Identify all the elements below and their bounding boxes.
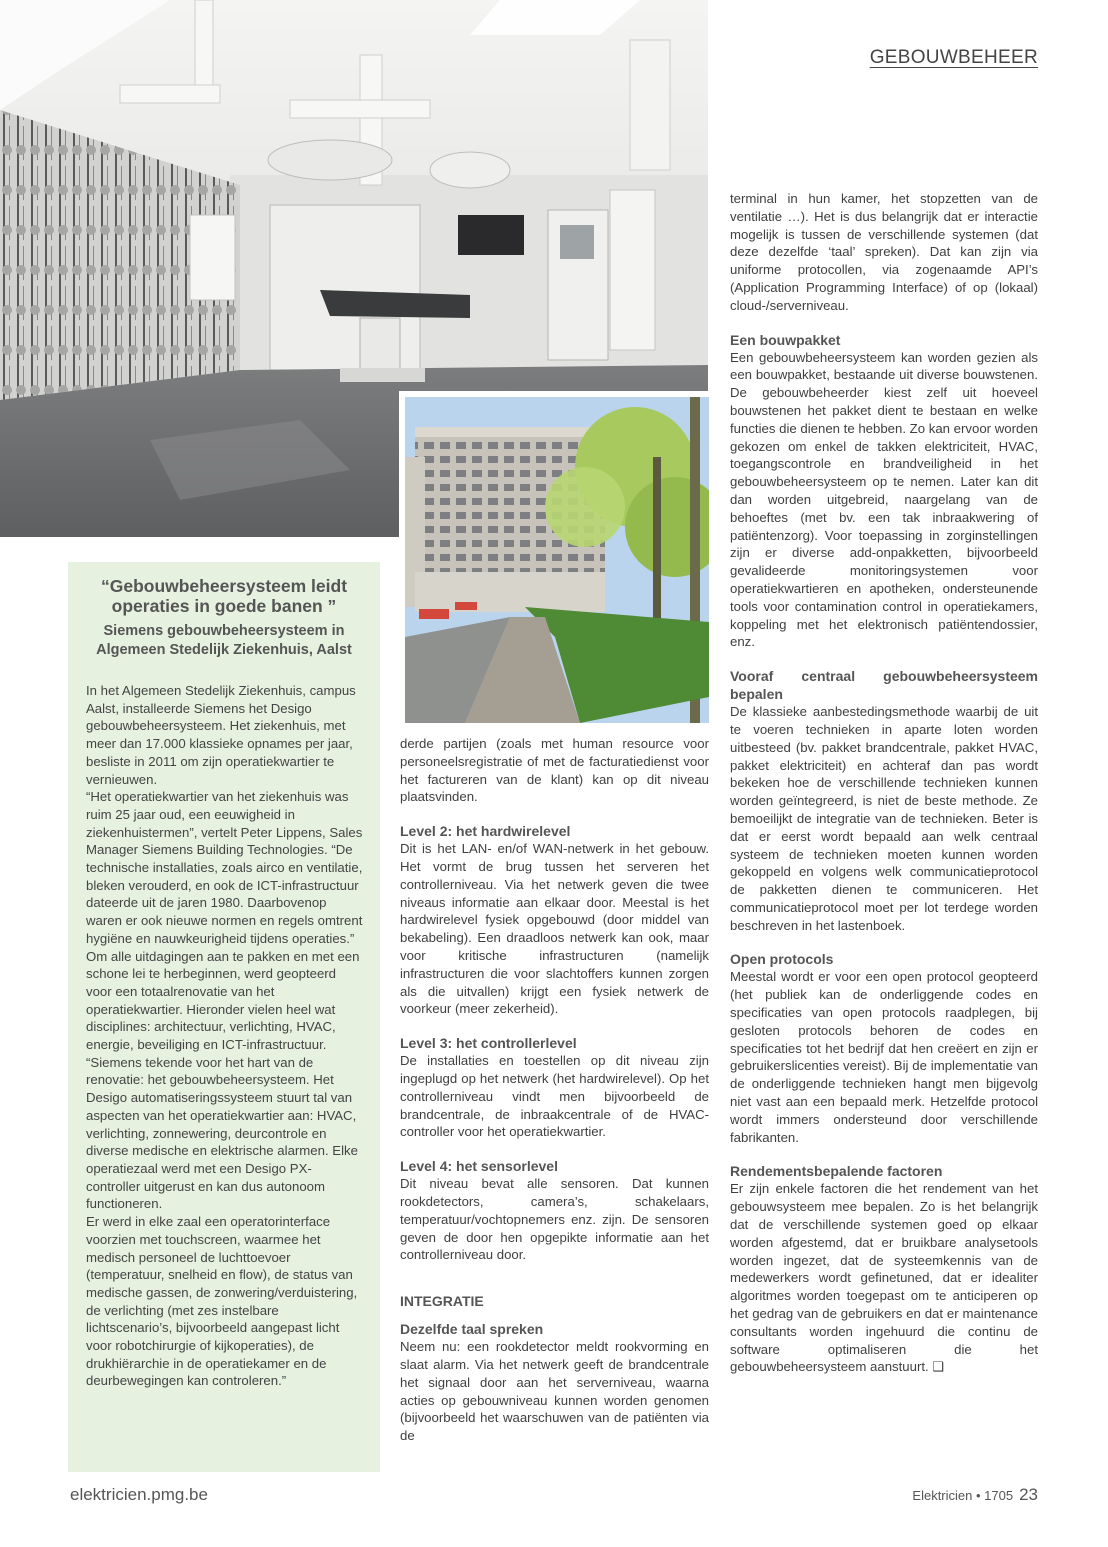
quote-sidebar bbox=[68, 562, 380, 1472]
body-paragraph: Dit is het LAN- en/of WAN-netwerk in het gebouw. Het vormt de brug tussen het serveren het controllerniveau. Via het netwerk geven die twee niveaus informatie aan elkaar door. Meestal is het hardwirelevel fysiek opgebouwd (door middel van bekabeling). Een draadloos netwerk kan ook, maar voor kritische infrastructuren (namelijk infrastructuren die voor slachtoffers kunnen zorgen als die uitvallen) krijgt een fysiek netwerk de voorkeur (meer zekerheid). bbox=[400, 841, 709, 1017]
hospital-illustration bbox=[405, 397, 709, 723]
heading-level2: Level 2: het hardwirelevel bbox=[400, 823, 571, 840]
footer-website: elektricien.pmg.be bbox=[70, 1485, 208, 1504]
sidebar-paragraph: “Het operatiekwartier van het ziekenhuis was ruim 25 jaar oud, een eeuwigheid in ziekenhuistermen”, vertelt Peter Lippens, Sales Manager Siemens Building Technologies. “De technische installaties, zoals airco en ventilatie, bleken verouderd, en ook de ICT-infrastructuur dateerde uit de jaren 1980. Daarbovenop waren er ook nieuwe normen en regels omtrent hygiëne en nauwkeurigheid tijdens operaties.” bbox=[86, 789, 363, 946]
heading-level3: Level 3: het controllerlevel bbox=[400, 1035, 577, 1052]
heading-dezelfde-taal: Dezelfde taal spreken bbox=[400, 1321, 544, 1338]
heading-level4: Level 4: het sensorlevel bbox=[400, 1158, 558, 1175]
page-number: 23 bbox=[1019, 1485, 1038, 1504]
sidebar-title-line2: operaties in goede banen ” bbox=[111, 596, 337, 616]
section-label: GEBOUWBEHEER bbox=[869, 47, 1038, 68]
sidebar-title-line1: “Gebouwbeheersysteem leidt bbox=[100, 576, 348, 596]
hospital-exterior-photo bbox=[399, 391, 709, 723]
right-column bbox=[730, 190, 1038, 1376]
sidebar-title bbox=[68, 576, 380, 616]
body-paragraph: Meestal wordt er voor een open protocol geopteerd (het publiek kan de onderliggende codes en specificaties van open protocols raadplegen, bij gesloten protocols behoren de codes en specificaties tot het bedrijf dat hen creëert en zijn er gebruikerslicenties vereist). Bij de implementatie van de onderliggende technieken hangt men bijgevolg niet vast aan een bepaald merk. Hetzelfde protocol wordt immers ondersteund door verschillende fabrikanten. bbox=[730, 969, 1038, 1145]
sidebar-subtitle-line2: Algemeen Stedelijk Ziekenhuis, Aalst bbox=[96, 642, 352, 658]
body-paragraph: Een gebouwbeheersysteem kan worden gezien als een bouwpakket, bestaande uit diverse bouwstenen. De gebouwbeheerder kiest zelf uit hoeveel bouwstenen het pakket dient te bestaan en welke functies die dienen te hebben. Zo kan ervoor worden gekozen om enkel de takken elektriciteit, HVAC, toegangscontrole en brandveiligheid in het gebouwbeheersysteem op te nemen. Later kan dit dan worden uitgebreid, naargelang van de behoeftes (met bv. een tak inbraakwering of patiëntenzorg). Voor toepassing in zorginstellingen zijn er diverse add-onpakketten, bijvoorbeeld gevalideerde monitoringsystemen voor operatiekwartieren en apotheken, ondersteunende tools voor contamination control in operatiekamers, koppeling met het elektronisch patiëntendossier, enz. bbox=[730, 349, 1038, 650]
sidebar-paragraph: Om alle uitdagingen aan te pakken en met een schone lei te herbeginnen, werd geopteerd voor een totaalrenovatie van het operatiekwartier. Hieronder vielen heel wat disciplines: architectuur, verlichting, HVAC, energie, beveiliging en ICT-infrastructuur. bbox=[86, 948, 360, 1053]
sidebar-paragraph: Er werd in elke zaal een operatorinterface voorzien met touchscreen, waarmee het medisch personeel de luchttoevoer (temperatuur, snelheid en flow), de status van medische gassen, de zonwering/verduistering, de verlichting (met zes instelbare lichtscenario’s, bijvoorbeeld aangepast licht voor robotchirurgie of kijkoperaties), de drukhiërarchie in de operatiekamer en de deurbewegingen kan controleren.” bbox=[86, 1214, 358, 1389]
sidebar-paragraph: “Siemens tekende voor het hart van de renovatie: het gebouwbeheersysteem. Het Desigo automatiseringssysteem stuurt tal van aspecten van het operatiekwartier aan: HVAC, verlichting, zonnewering, deurcontrole en diverse medische en elektrische alarmen. Elke operatiezaal werd met een Desigo PX-controller uitgerust en kan dus autonoom functioneren. bbox=[86, 1054, 358, 1212]
heading-open-protocols: Open protocols bbox=[730, 951, 834, 968]
body-paragraph: Dit niveau bevat alle sensoren. Dat kunnen rookdetectors, camera’s, schakelaars, temperatuur/vochtopnemers enz. zijn. De sensoren geven de door hen opgepikte informatie aan het controllerniveau door. bbox=[400, 1176, 709, 1263]
heading-integratie: INTEGRATIE bbox=[400, 1293, 484, 1310]
footer-magazine-issue: Elektricien • 1705 bbox=[912, 1488, 1014, 1503]
body-paragraph: Neem nu: een rookdetector meldt rookvorming en slaat alarm. Via het netwerk geeft de brandcentrale het signaal door aan het serverniveau, waarna acties op gebouwniveau kunnen worden genomen (bijvoorbeeld het waarschuwen van de patiënten via de bbox=[400, 1339, 709, 1444]
body-paragraph: terminal in hun kamer, het stopzetten van de ventilatie …). Het is dus belangrijk dat er interactie mogelijk is tussen de verschillende systemen (dat deze dezelfde ‘taal’ spreken). Dat kan zijn via uniforme protocollen, via zogenaamde API’s (Application Programming Interface) of op (lokaal) cloud-/serverniveau. bbox=[730, 191, 1038, 313]
sidebar-subtitle bbox=[68, 622, 380, 660]
sidebar-body bbox=[86, 682, 364, 1390]
heading-rendementsbepalende: Rendementsbepalende factoren bbox=[730, 1163, 943, 1180]
middle-column bbox=[400, 735, 709, 1445]
body-paragraph: De klassieke aanbestedingsmethode waarbij de uit te voeren technieken in aparte loten worden uitbesteed (bv. pakket brandcentrale, pakket HVAC, pakket elektriciteit) en achteraf dan pas wordt bekeken hoe de verschillende technieken kunnen worden geïntegreerd, is niet de beste methode. Ze bemoeilijkt de integratie van de technieken. Beter is dat er eerst wordt bepaald aan welk centraal systeem de technieken moeten kunnen worden gekoppeld en volgens welk communicatieprotocol de pakketten dienen te communiceren. Het communicatieprotocol moet per lot terdege worden beschreven in het lastenboek. bbox=[730, 704, 1038, 933]
sidebar-subtitle-line1: Siemens gebouwbeheersysteem in bbox=[103, 623, 345, 639]
body-paragraph: De installaties en toestellen op dit niveau zijn ingeplugd op het netwerk (het hardwirelevel). Op het controllerniveau vindt men bijvoorbeeld de brandcentrale, de inbraakcentrale of de HVAC-controller voor het operatiekwartier. bbox=[400, 1053, 709, 1140]
heading-vooraf-centraal: Vooraf centraal gebouwbeheersysteem bepalen bbox=[730, 668, 1038, 703]
heading-bouwpakket: Een bouwpakket bbox=[730, 331, 841, 348]
body-paragraph: derde partijen (zoals met human resource voor personeelsregistratie of met de facturatiedienst voor het factureren van de klant) kan op dit niveau plaatsvinden. bbox=[400, 736, 709, 805]
body-paragraph: Er zijn enkele factoren die het rendement van het gebouwsysteem mee bepalen. Zo is het belangrijk dat de verschillende systemen goed op elkaar worden afgestemd, dat er bruikbare analysetools worden ingezet, dat de systeemkennis van de medewerkers wordt gefinetuned, dat er idealiter algoritmes worden toegepast om te anticiperen op het gedrag van de gebruikers en dat er maintenance consultants worden ingehuurd die continu de software optimaliseren die het gebouwbeheersysteem aanstuurt. ❑ bbox=[730, 1181, 1038, 1375]
footer-magazine bbox=[912, 1485, 1038, 1505]
sidebar-paragraph: In het Algemeen Stedelijk Ziekenhuis, campus Aalst, installeerde Siemens het Desigo gebouwbeheersysteem. Het ziekenhuis, met meer dan 17.000 klassieke opnames per jaar, besliste in 2011 om zijn operatiekwartier te vernieuwen. bbox=[86, 683, 356, 787]
